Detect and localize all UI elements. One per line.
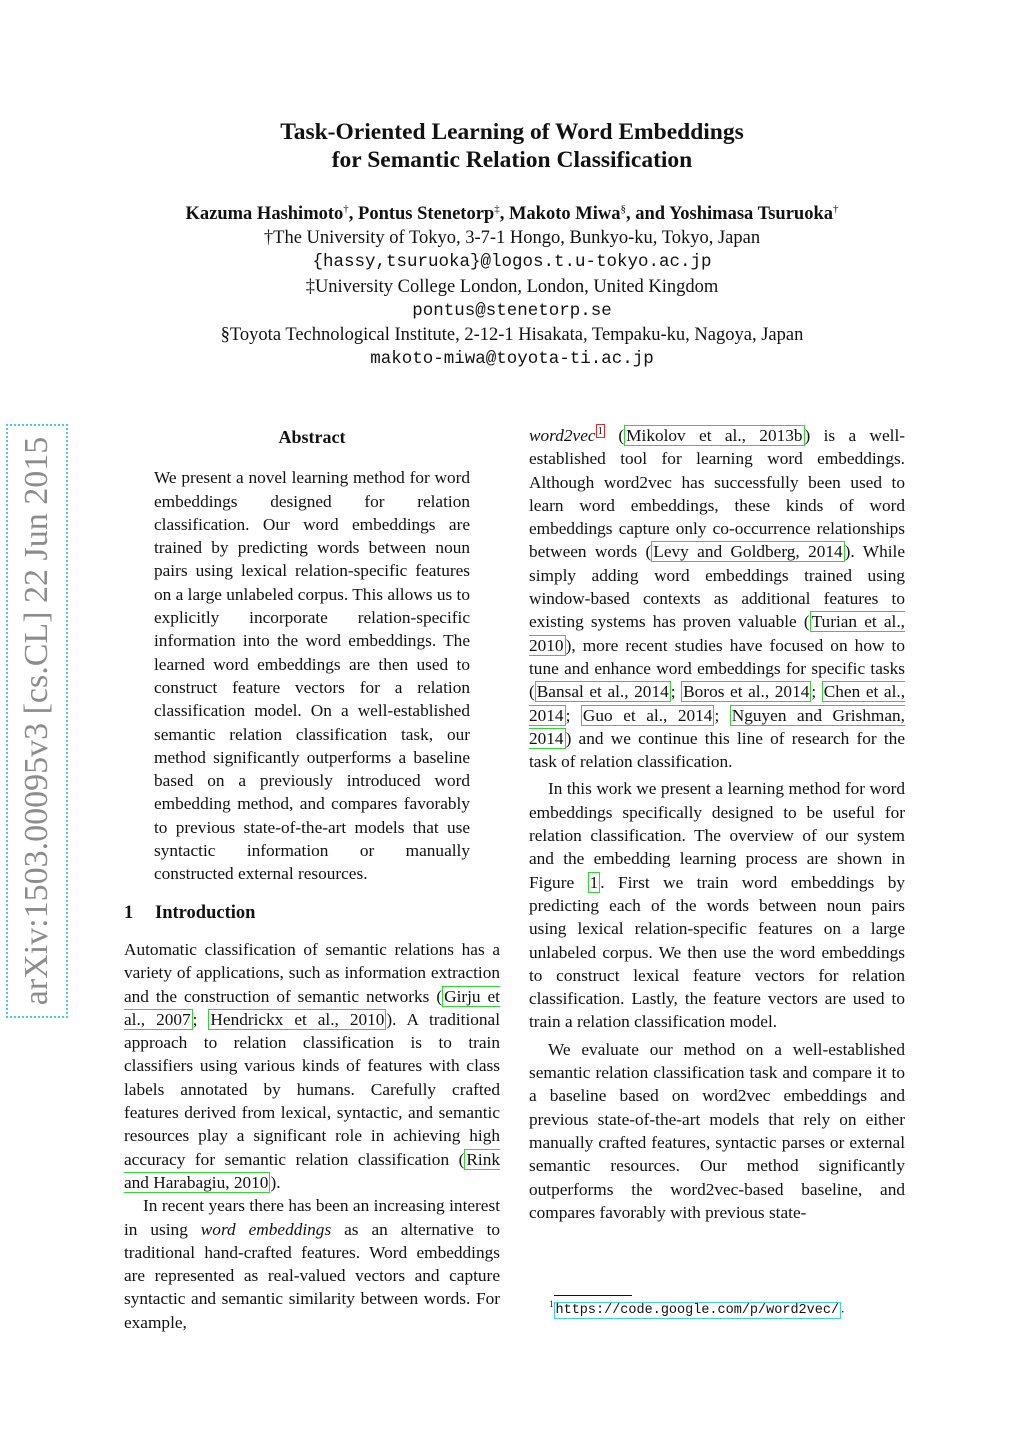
footnote-divider: [554, 1295, 632, 1296]
citation-link[interactable]: Girju et al., 2007: [124, 986, 500, 1029]
author-separator: ,: [348, 204, 359, 224]
citation-link[interactable]: Chen et al., 2014: [529, 682, 906, 725]
section-title: Introduction: [155, 902, 256, 923]
citation-link[interactable]: Bansal et al., 2014: [536, 682, 669, 702]
right-column: [529, 424, 905, 1224]
intro-paragraph-1: [124, 938, 500, 1194]
emphasis-text: word embeddings: [200, 1219, 332, 1239]
authors-block: [0, 202, 1024, 371]
paragraph-text: . First we train word embeddings by predicting each of the words between noun pairs using lexical relation-specific features on a large unlabeled corpus. We then use the word embeddings to construct lexical feature vectors for relation classification. Lastly, the feature vectors are used to train a relation classification model.: [529, 872, 905, 1032]
citation-link[interactable]: Nguyen and Grishman, 2014: [529, 705, 905, 748]
intro-paragraph-4: We evaluate our method on a well-established semantic relation classification task and compare it to a baseline based on word2vec embeddings and previous state-of-the-art models that rely on either manually crafted features, syntactic parses or external semantic resources. Our method significantly outperforms the word2vec-based baseline, and compares favorably with previous state-: [529, 1039, 905, 1222]
abstract-text: We present a novel learning method for word embeddings designed for relation classification. Our word embeddings are trained by predicting words between noun pairs using lexical relation-specific features on a large unlabeled corpus. This allows us to explicitly incorporate relation-specific information into the word embeddings. The learned word embeddings are then used to construct feature vectors for a relation classification model. On a well-established semantic relation classification task, our method significantly outperforms a baseline based on a previously introduced word embedding method, and compares favorably to previous state-of-the-art models that use syntactic information or manually constructed external resources.: [154, 468, 470, 884]
footnote-text: .: [841, 1300, 845, 1316]
footnote-link[interactable]: 1: [597, 425, 604, 438]
author-name: Kazuma Hashimoto: [185, 204, 344, 224]
paragraph-text: ;: [811, 682, 822, 702]
author-mark: †: [343, 202, 349, 215]
citation-link[interactable]: Mikolov et al., 2013b: [626, 426, 803, 445]
author-name: Yoshimasa Tsuruoka: [668, 204, 833, 224]
author-mark: ‡: [494, 202, 500, 215]
paragraph-text: ) and we continue this line of research for the task of relation classification.: [529, 728, 905, 772]
affiliation: †The University of Tokyo, 3-7-1 Hongo, Bunkyo-ku, Tokyo, Japan: [263, 228, 761, 249]
abstract-heading: Abstract: [278, 427, 346, 447]
emphasis-text: word2vec: [529, 426, 596, 445]
author-separator: , and: [625, 204, 669, 224]
intro-paragraph-2: [124, 1194, 500, 1334]
figure-link[interactable]: 1: [589, 872, 599, 892]
left-column: [124, 424, 500, 1334]
author-email: makoto-miwa@toyota-ti.ac.jp: [370, 349, 654, 370]
author-mark: †: [833, 202, 839, 215]
paper-title: [0, 118, 1024, 174]
paragraph-text: (: [605, 426, 625, 445]
author-name: Makoto Miwa: [508, 204, 621, 224]
paragraph-text: ). A traditional approach to relation classification is to train classifiers using various kinds of features with class labels annotated by humans. Carefully crafted features derived from lexical, syntactic, and semantic resources play a significant role in achieving high accuracy for semantic relation classification (: [124, 1009, 501, 1169]
citation-link[interactable]: Boros et al., 2014: [683, 682, 810, 702]
arxiv-identifier: arXiv:1503.00095v3 [cs.CL] 22 Jun 2015: [18, 436, 55, 1006]
paragraph-text: In recent years there has been an increasing interest in using: [124, 1196, 500, 1239]
paragraph-text: ;: [670, 682, 682, 702]
paragraph-text: as an alternative to traditional hand-crafted features. Word embeddings are represented as real-valued vectors and capture syntactic and semantic similarity between words. For example,: [124, 1219, 501, 1332]
paragraph-text: ) is a well-established tool for learning word embeddings. Although word2vec has successfully been used to learn word embeddings, these kinds of word embeddings capture only co-occurrence relationships between words (: [529, 426, 906, 562]
author-separator: ,: [499, 204, 509, 224]
author-email: pontus@stenetorp.se: [412, 300, 612, 321]
footnote: [549, 1299, 844, 1318]
paragraph-text: In this work we present a learning method for word embeddings specifically designed to be useful for relation classification. The overview of our system and the embedding learning process are shown in Figure: [529, 779, 905, 892]
paragraph-text: ). While simply adding word embeddings trained using window-based contexts as additional features to existing systems has proven valuable (: [529, 542, 905, 632]
affiliation: §Toyota Technological Institute, 2-12-1 Hisakata, Tempaku-ku, Nagoya, Japan: [220, 325, 804, 346]
paragraph-text: ;: [714, 705, 730, 725]
citation-link[interactable]: Hendrickx et al., 2010: [210, 1009, 385, 1029]
intro-paragraph-2-continued: [529, 424, 905, 773]
author-list: [0, 202, 1024, 226]
paragraph-text: ), more recent studies have focused on how to tune and enhance word embeddings for specific tasks (: [529, 635, 905, 702]
intro-paragraph-3: [529, 777, 905, 1033]
citation-link[interactable]: Guo et al., 2014: [582, 705, 713, 725]
section-heading-introduction: [124, 902, 500, 925]
footnote-mark: 1: [549, 1299, 554, 1309]
paragraph-text: ).: [270, 1172, 281, 1192]
section-number: 1: [124, 902, 134, 923]
arxiv-stamp-link[interactable]: [6, 424, 68, 1018]
footnote-url-link[interactable]: https://code.google.com/p/word2vec/: [555, 1302, 840, 1318]
paragraph-text: ;: [565, 705, 581, 725]
affiliation: ‡University College London, London, United Kingdom: [305, 276, 719, 297]
title-line-1: Task-Oriented Learning of Word Embeddings: [280, 119, 744, 145]
author-name: Pontus Stenetorp: [358, 204, 495, 224]
author-email: {hassy,tsuruoka}@logos.t.u-tokyo.ac.jp: [312, 252, 712, 273]
citation-link[interactable]: Turian et al., 2010: [529, 612, 905, 655]
author-mark: §: [620, 202, 626, 215]
paragraph-text: Automatic classification of semantic relations has a variety of applications, such as information extraction and the construction of semantic networks (: [124, 939, 500, 1006]
title-line-2: for Semantic Relation Classification: [331, 147, 693, 173]
paragraph-text: ;: [192, 1009, 209, 1029]
citation-link[interactable]: Levy and Goldberg, 2014: [653, 542, 843, 562]
citation-link[interactable]: Rink and Harabagiu, 2010: [124, 1149, 500, 1192]
